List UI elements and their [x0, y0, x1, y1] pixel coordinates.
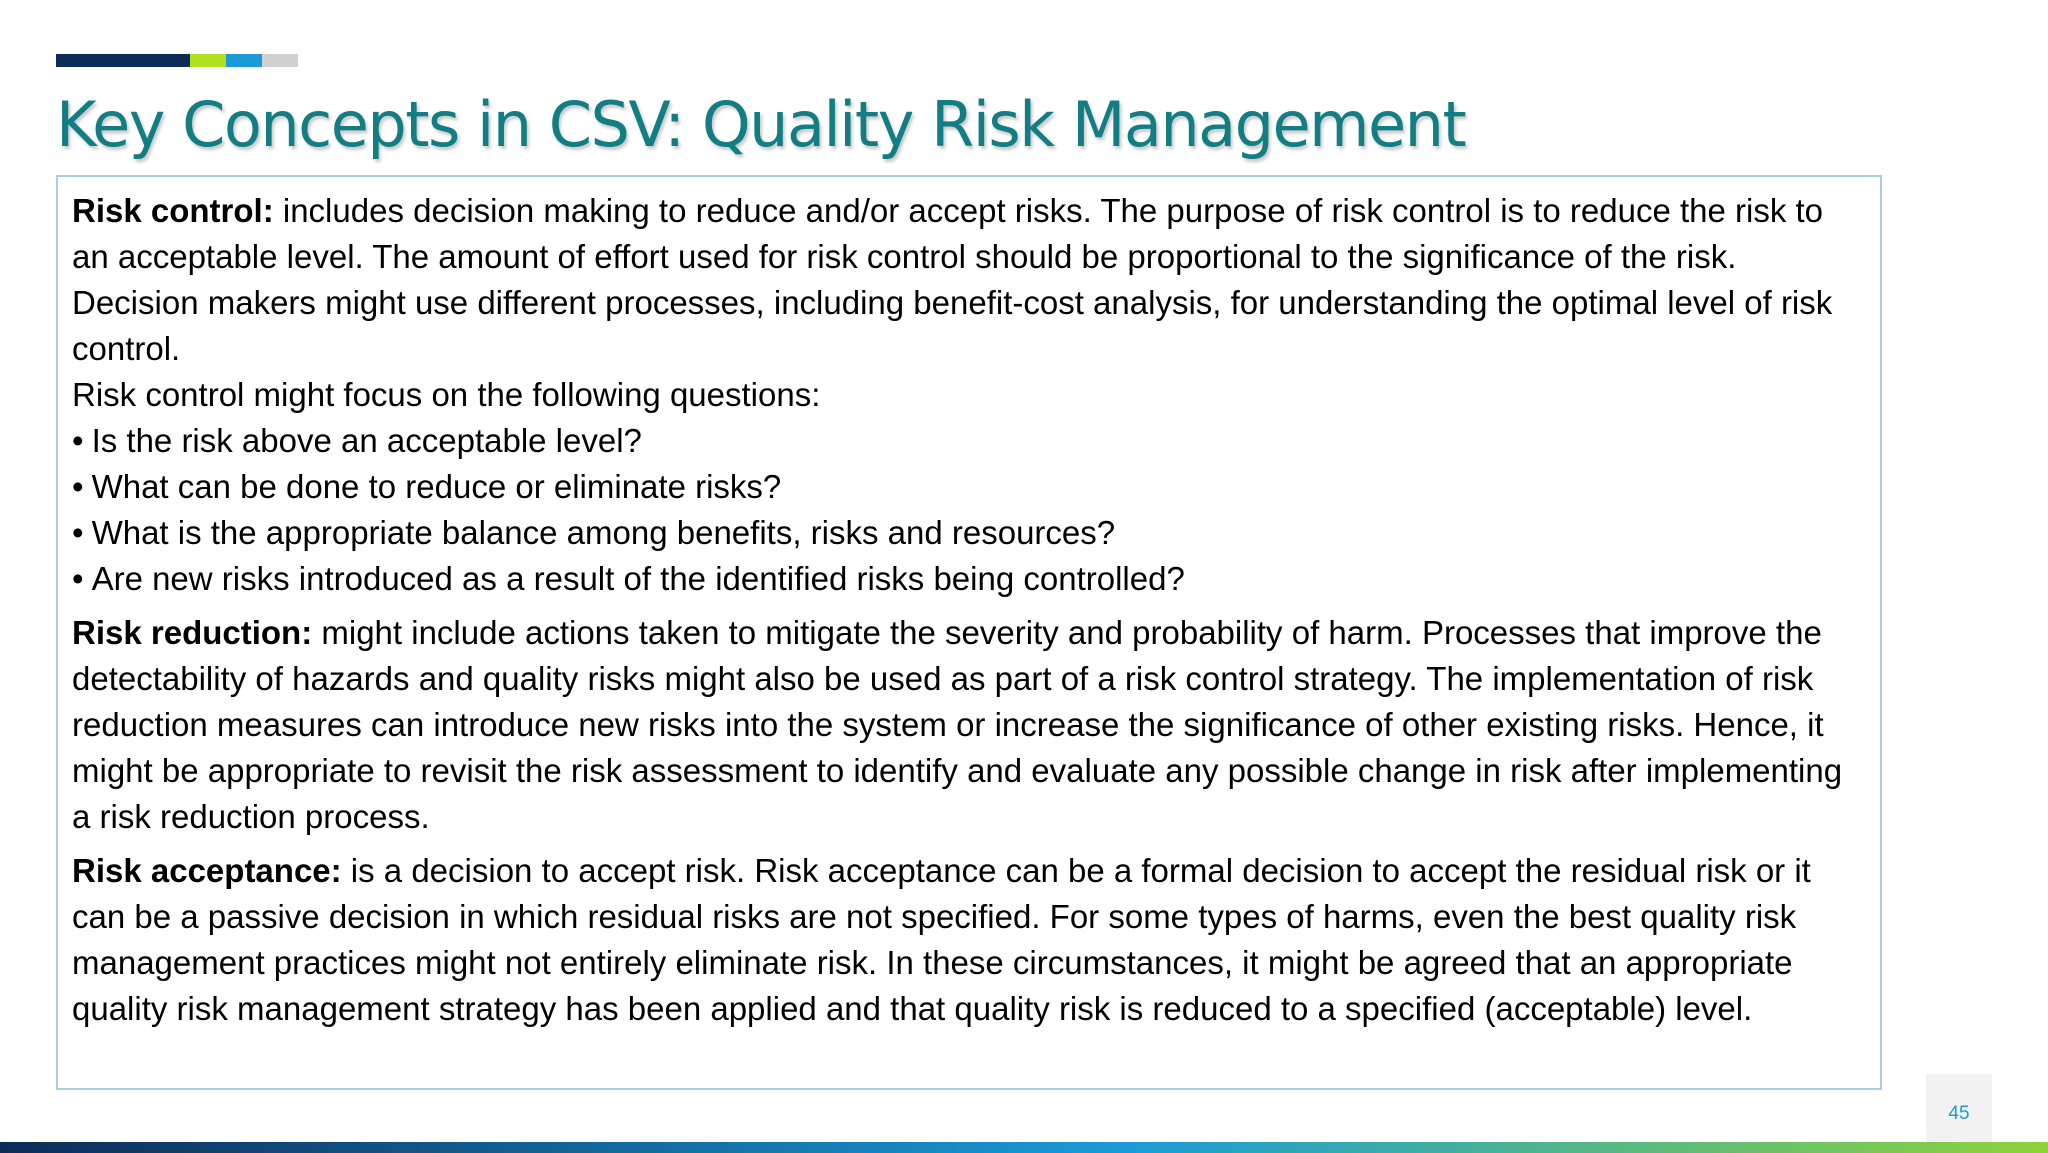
risk-acceptance-term: Risk acceptance:: [72, 852, 342, 889]
risk-reduction-text: might include actions taken to mitigate the severity and probability of harm. Processes that improve the detectability of hazards and quality risks might also be used as part of a risk control strategy. The implementation of risk reduction measures can introduce new risks into the system or increase the significance of other existing risks. Hence, it might be appropriate to revisit the risk assessment to identify and evaluate any possible change in risk after implementing a risk reduction process.: [72, 614, 1843, 835]
risk-control-section: [72, 188, 1866, 602]
risk-acceptance-text: is a decision to accept risk. Risk acceptance can be a formal decision to accept the residual risk or it can be a passive decision in which residual risks are not specified. For some types of harms, even the best quality risk management practices might not entirely eliminate risk. In these circumstances, it might be agreed that an appropriate quality risk management strategy has been applied and that quality risk is reduced to a specified (acceptable) level.: [72, 852, 1811, 1027]
risk-reduction-section: [72, 610, 1866, 840]
bullet-icon: •: [72, 514, 84, 551]
title-accent-bar: [56, 54, 298, 67]
bullet-icon: •: [72, 560, 84, 597]
question-item: [72, 510, 1866, 556]
question-item: [72, 556, 1866, 602]
risk-control-questions: [72, 418, 1866, 602]
bullet-icon: •: [72, 468, 84, 505]
risk-control-definition: [72, 188, 1866, 372]
footer-gradient-bar: [0, 1142, 2048, 1153]
risk-reduction-term: Risk reduction:: [72, 614, 313, 651]
risk-control-term: Risk control:: [72, 192, 274, 229]
accent-segment-blue: [226, 54, 262, 67]
risk-control-text: includes decision making to reduce and/or accept risks. The purpose of risk control is to reduce the risk to an acceptable level. The amount of effort used for risk control should be proportional to the significance of the risk. Decision makers might use different processes, including benefit-cost analysis, for understanding the optimal level of risk control.: [72, 192, 1833, 367]
question-text: What can be done to reduce or eliminate risks?: [91, 468, 782, 505]
question-text: Are new risks introduced as a result of the identified risks being controlled?: [91, 560, 1185, 597]
risk-control-intro: Risk control might focus on the following questions:: [72, 376, 821, 413]
bullet-icon: •: [72, 422, 84, 459]
accent-segment-grey: [262, 54, 298, 67]
question-item: [72, 464, 1866, 510]
slide-title: Key Concepts in CSV: Quality Risk Management: [56, 88, 1466, 161]
question-text: What is the appropriate balance among benefits, risks and resources?: [91, 514, 1116, 551]
question-text: Is the risk above an acceptable level?: [91, 422, 642, 459]
content-text-box: [56, 175, 1882, 1090]
question-item: [72, 418, 1866, 464]
accent-segment-lime: [190, 54, 226, 67]
accent-segment-navy: [56, 54, 190, 67]
risk-acceptance-section: [72, 848, 1866, 1032]
page-number: 45: [1948, 1102, 1970, 1124]
